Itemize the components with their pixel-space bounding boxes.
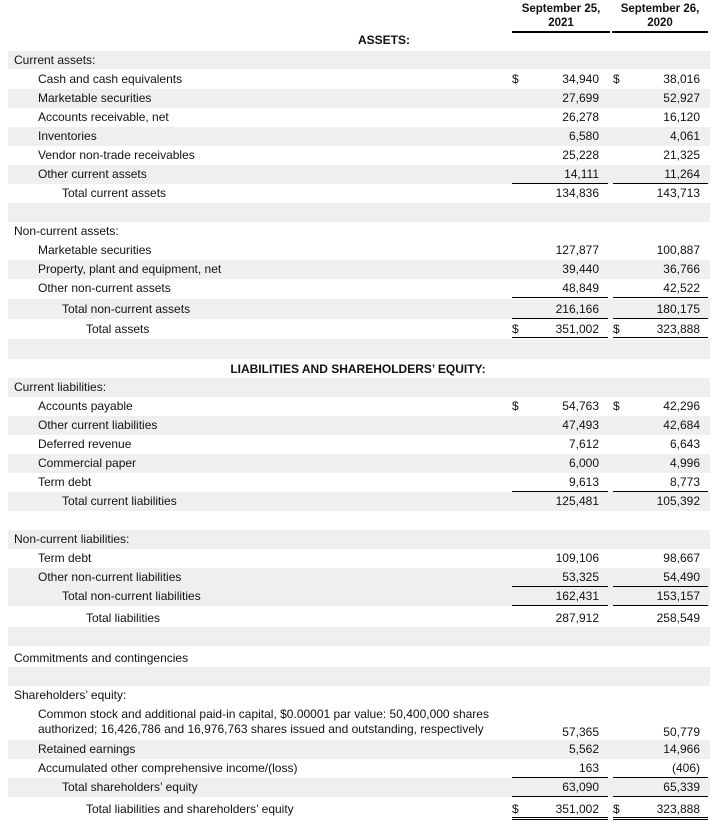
- item-row: [8, 473, 710, 492]
- section-label: Non-current liabilities:: [14, 532, 130, 546]
- section-label: Non-current assets:: [14, 224, 119, 238]
- single-underline: [613, 796, 708, 797]
- line-item-label: Marketable securities: [38, 243, 152, 257]
- line-item-label: Common stock and additional paid-in capital, $0.00001 par value: 50,400,000 shares authorized; 16,426,786 and 16,976,763 shares issued and outstanding, respectively: [38, 707, 489, 736]
- line-item-label: Other current assets: [38, 167, 147, 181]
- line-item-label: Total non-current liabilities: [62, 589, 201, 603]
- dollar-sign-2021: $: [512, 322, 519, 336]
- value-2021: 125,481: [555, 494, 599, 508]
- grand-row: [8, 319, 710, 340]
- value-2021: 216,166: [555, 302, 599, 316]
- spacer-row: [8, 339, 710, 359]
- line-item-label: Total shareholders’ equity: [62, 780, 198, 794]
- value-2020: 54,490: [663, 570, 700, 584]
- column-header-2020-line2: 2020: [647, 17, 673, 29]
- section-row: [8, 648, 710, 669]
- double-underline: [613, 817, 708, 820]
- dollar-sign-2021: $: [512, 399, 519, 413]
- dollar-sign-2021: $: [512, 72, 519, 86]
- value-2021: 34,940: [562, 72, 599, 86]
- section-heading: LIABILITIES AND SHAREHOLDERS’ EQUITY:: [230, 362, 486, 376]
- value-2021: 5,562: [568, 742, 599, 756]
- line-item-label: Total current assets: [62, 186, 167, 200]
- item-row: [8, 260, 710, 279]
- value-2021: 6,000: [568, 456, 599, 470]
- total-row: [8, 492, 710, 511]
- section-row: [8, 686, 710, 705]
- total-row: [8, 299, 710, 319]
- line-item-label: Deferred revenue: [38, 437, 132, 451]
- line-item-label: Other non-current assets: [38, 281, 171, 295]
- value-2020: 11,264: [664, 167, 700, 181]
- value-2020: 143,713: [656, 186, 700, 200]
- column-header-2020: [612, 2, 708, 30]
- value-2021: 63,090: [562, 780, 599, 794]
- value-2020: 38,016: [663, 72, 700, 86]
- column-header-2021-line2: 2021: [548, 17, 574, 29]
- section-label: Shareholders’ equity:: [14, 688, 127, 702]
- value-2021: 48,849: [562, 281, 599, 295]
- spacer-row: [8, 627, 710, 646]
- item-row: [8, 146, 710, 165]
- value-2021: 134,836: [555, 186, 599, 200]
- value-2021: 351,002: [555, 322, 599, 336]
- grand-row: [8, 799, 710, 820]
- line-item-label: Marketable securities: [38, 91, 152, 105]
- value-2020: 42,522: [663, 281, 700, 295]
- value-2020: 180,175: [656, 302, 700, 316]
- line-item-label: Accounts payable: [38, 399, 133, 413]
- grand-row: [8, 608, 710, 629]
- item-row: [8, 740, 710, 759]
- double-underline: [512, 817, 608, 820]
- spacer-row: [8, 203, 710, 222]
- section-row: [8, 378, 710, 397]
- line-item-label: Other non-current liabilities: [38, 570, 182, 584]
- value-2020: 153,157: [656, 589, 700, 603]
- spacer-row: [8, 511, 710, 530]
- value-2020: 4,996: [669, 456, 700, 470]
- value-2020: 21,325: [663, 148, 700, 162]
- value-2020: 4,061: [669, 129, 700, 143]
- line-item-label: Inventories: [38, 129, 97, 143]
- total-row: [8, 587, 710, 606]
- total-row: [8, 184, 710, 203]
- line-item-label: Term debt: [38, 551, 92, 565]
- item-row: [8, 416, 710, 435]
- value-2021: 351,002: [555, 802, 599, 816]
- section-label: Current liabilities:: [14, 380, 107, 394]
- value-2020: 323,888: [656, 802, 700, 816]
- line-item-label: Total assets: [86, 322, 150, 336]
- item-row: [8, 704, 710, 740]
- value-2020: 52,927: [663, 91, 700, 105]
- single-underline: [512, 297, 608, 298]
- line-item-label: Property, plant and equipment, net: [38, 262, 222, 276]
- value-2021: 57,365: [562, 725, 599, 739]
- item-row: [8, 89, 710, 108]
- item-row: [8, 108, 710, 127]
- line-item-label: Accumulated other comprehensive income/(loss): [38, 761, 298, 775]
- section-row: [8, 222, 710, 241]
- value-2020: 100,887: [656, 243, 700, 257]
- value-2020: 98,667: [663, 551, 700, 565]
- single-underline: [512, 605, 608, 606]
- line-item-label: Commercial paper: [38, 456, 137, 470]
- line-item-label: Total current liabilities: [62, 494, 177, 508]
- value-2021: 7,612: [568, 437, 599, 451]
- value-2021: 9,613: [568, 475, 599, 489]
- item-row: [8, 70, 710, 89]
- value-2021: 6,580: [568, 129, 599, 143]
- single-underline: [613, 297, 708, 298]
- item-row: [8, 759, 710, 778]
- heading-row: [8, 33, 710, 51]
- item-row: [8, 241, 710, 260]
- value-2020: 8,773: [669, 475, 700, 489]
- value-2021: 25,228: [562, 148, 599, 162]
- total-row: [8, 778, 710, 797]
- line-item-label: Term debt: [38, 475, 92, 489]
- value-2020: 16,120: [663, 110, 700, 124]
- value-2021: 27,699: [562, 91, 599, 105]
- item-row: [8, 435, 710, 454]
- line-item-label: Retained earnings: [38, 742, 136, 756]
- single-underline: [613, 605, 708, 606]
- line-item-label: Total liabilities and shareholders’ equity: [86, 802, 294, 816]
- section-label: Commitments and contingencies: [14, 651, 189, 665]
- value-2020: 6,643: [669, 437, 700, 451]
- value-2021: 26,278: [562, 110, 599, 124]
- value-2021: 39,440: [562, 262, 599, 276]
- dollar-sign-2021: $: [512, 802, 519, 816]
- value-2021: 109,106: [555, 551, 599, 565]
- item-row: [8, 397, 710, 416]
- single-underline: [512, 796, 608, 797]
- section-row: [8, 51, 710, 69]
- item-row: [8, 549, 710, 568]
- value-2021: 287,912: [555, 611, 599, 625]
- line-item-label: Vendor non-trade receivables: [38, 148, 195, 162]
- value-2020: 36,766: [663, 262, 700, 276]
- dollar-sign-2020: $: [613, 802, 620, 816]
- value-2020: 50,779: [663, 725, 700, 739]
- section-heading: ASSETS:: [357, 33, 410, 47]
- column-header-2020-line1: September 26,: [620, 3, 700, 15]
- line-item-label: Total non-current assets: [62, 302, 191, 316]
- spacer-row: [8, 667, 710, 686]
- line-item-label: Cash and cash equivalents: [38, 72, 183, 86]
- value-2021: 53,325: [562, 570, 599, 584]
- value-2021: 162,431: [555, 589, 599, 603]
- line-item-label: Other current liabilities: [38, 418, 158, 432]
- dollar-sign-2020: $: [613, 72, 620, 86]
- heading-row: [8, 359, 710, 379]
- dollar-sign-2020: $: [613, 399, 620, 413]
- item-row: [8, 454, 710, 473]
- item-row: [8, 165, 710, 184]
- column-header-2021: [512, 2, 610, 30]
- value-2020: 42,684: [663, 418, 700, 432]
- section-row: [8, 530, 710, 549]
- value-2020: 65,339: [663, 780, 700, 794]
- value-2020: 105,392: [656, 494, 700, 508]
- value-2020: 258,549: [656, 611, 700, 625]
- value-2020: (406): [671, 761, 700, 775]
- item-row: [8, 568, 710, 587]
- value-2020: 42,296: [663, 399, 700, 413]
- item-row: [8, 127, 710, 146]
- value-2021: 163: [578, 761, 599, 775]
- line-item-label: Total liabilities: [86, 611, 161, 625]
- value-2020: 14,966: [663, 742, 700, 756]
- section-label: Current assets:: [14, 53, 96, 67]
- value-2021: 47,493: [562, 418, 599, 432]
- item-row: [8, 279, 710, 298]
- value-2021: 14,111: [564, 167, 599, 181]
- value-2021: 54,763: [562, 399, 599, 413]
- value-2021: 127,877: [555, 243, 599, 257]
- line-item-label: Accounts receivable, net: [38, 110, 169, 124]
- column-header-2021-line1: September 25,: [521, 3, 601, 15]
- dollar-sign-2020: $: [613, 322, 620, 336]
- value-2020: 323,888: [656, 322, 700, 336]
